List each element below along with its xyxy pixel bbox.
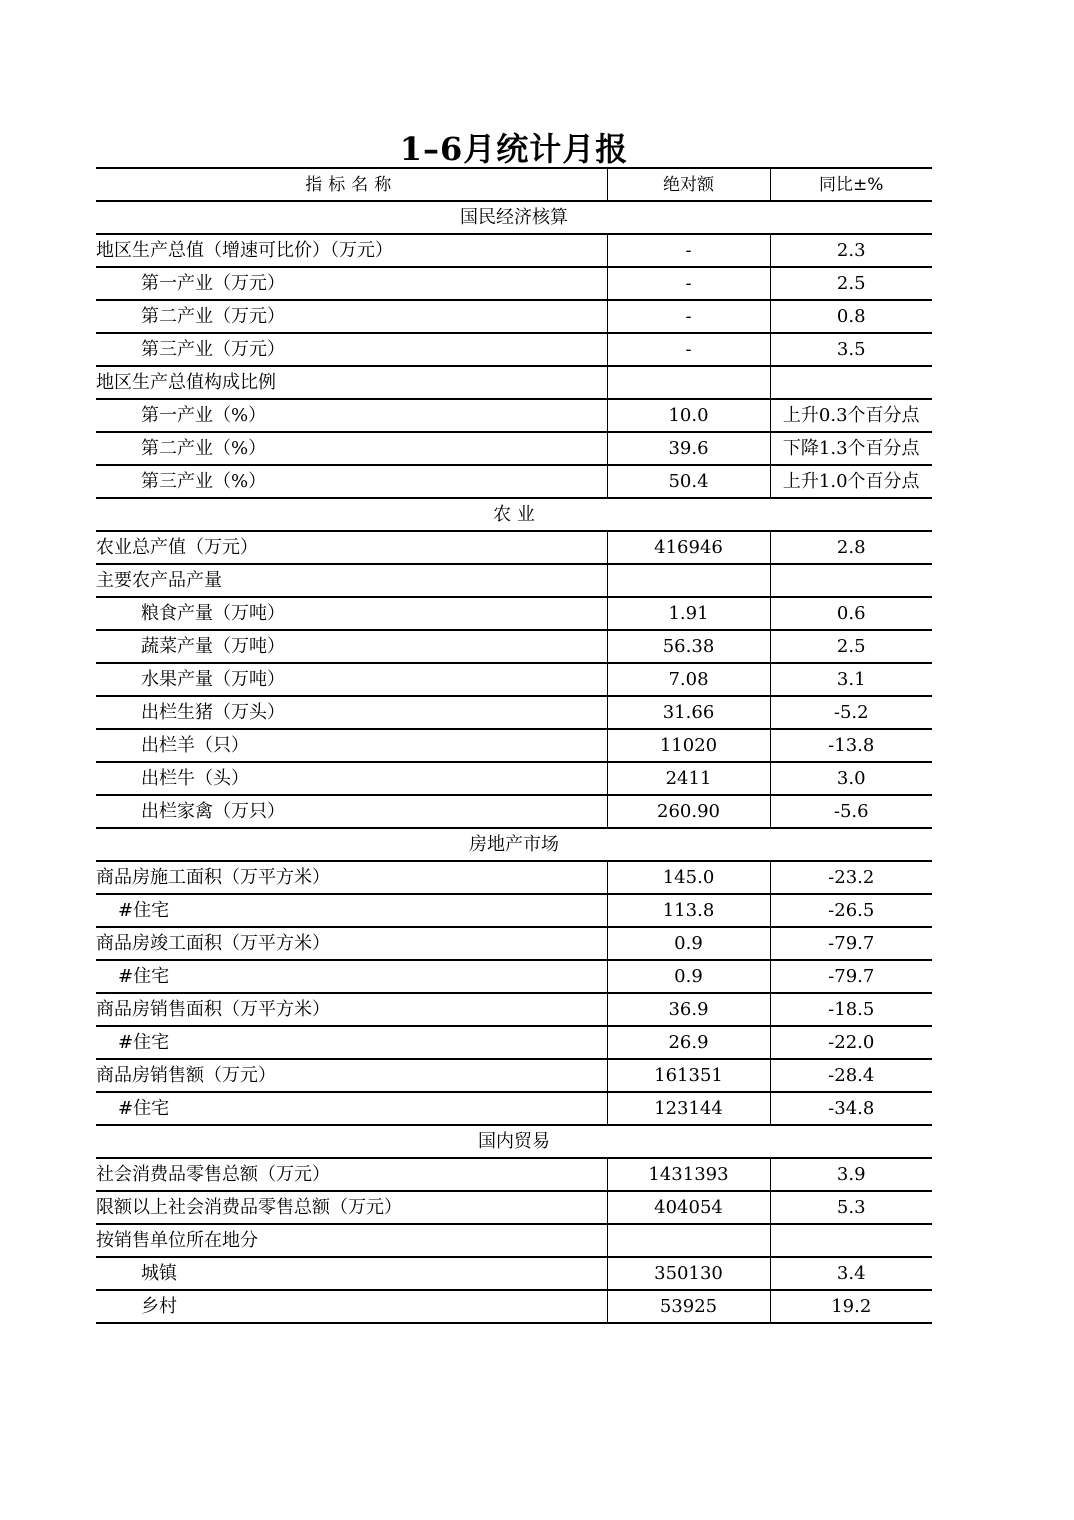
indicator-name-cell: 商品房竣工面积（万平方米）: [96, 927, 607, 960]
indicator-name-cell: 地区生产总值（增速可比价）（万元）: [96, 234, 607, 267]
section-row: [96, 498, 932, 531]
table-row: [96, 234, 932, 267]
indicator-name-cell: 第一产业（万元）: [96, 267, 607, 300]
table-header-row: [96, 168, 932, 201]
indicator-name-cell: 第二产业（%）: [96, 432, 607, 465]
yoy-change-cell: 5.3: [770, 1191, 932, 1224]
yoy-change-cell: -13.8: [770, 729, 932, 762]
table-row: [96, 300, 932, 333]
section-row: [96, 201, 932, 234]
table-row: [96, 366, 932, 399]
yoy-change-cell: 3.5: [770, 333, 932, 366]
yoy-change-cell: -34.8: [770, 1092, 932, 1125]
indicator-name-cell: 出栏生猪（万头）: [96, 696, 607, 729]
indicator-name-cell: 地区生产总值构成比例: [96, 366, 607, 399]
absolute-value-cell: 26.9: [607, 1026, 770, 1059]
absolute-value-cell: 7.08: [607, 663, 770, 696]
indicator-name-cell: 第三产业（%）: [96, 465, 607, 498]
indicator-name-cell: 按销售单位所在地分: [96, 1224, 607, 1257]
table-row: [96, 399, 932, 432]
indicator-name-cell: #住宅: [96, 1092, 607, 1125]
yoy-change-cell: [770, 366, 932, 399]
absolute-value-cell: 39.6: [607, 432, 770, 465]
table-row: [96, 597, 932, 630]
header-indicator-name: 指标名称: [96, 168, 607, 201]
table-row: [96, 1191, 932, 1224]
indicator-name-cell: 商品房施工面积（万平方米）: [96, 861, 607, 894]
absolute-value-cell: 56.38: [607, 630, 770, 663]
table-row: [96, 1290, 932, 1323]
table-row: [96, 1092, 932, 1125]
indicator-name-cell: 主要农产品产量: [96, 564, 607, 597]
table-row: [96, 993, 932, 1026]
absolute-value-cell: -: [607, 267, 770, 300]
absolute-value-cell: [607, 1224, 770, 1257]
absolute-value-cell: -: [607, 333, 770, 366]
indicator-name-cell: 限额以上社会消费品零售总额（万元）: [96, 1191, 607, 1224]
yoy-change-cell: 2.3: [770, 234, 932, 267]
absolute-value-cell: 123144: [607, 1092, 770, 1125]
absolute-value-cell: 31.66: [607, 696, 770, 729]
yoy-change-cell: 上升0.3个百分点: [770, 399, 932, 432]
yoy-change-cell: 19.2: [770, 1290, 932, 1323]
table-row: [96, 663, 932, 696]
header-yoy-change: 同比±%: [770, 168, 932, 201]
table-row: [96, 1026, 932, 1059]
absolute-value-cell: -: [607, 234, 770, 267]
yoy-change-cell: 0.8: [770, 300, 932, 333]
indicator-name-cell: 出栏牛（头）: [96, 762, 607, 795]
yoy-change-cell: 下降1.3个百分点: [770, 432, 932, 465]
yoy-change-cell: 3.1: [770, 663, 932, 696]
absolute-value-cell: 36.9: [607, 993, 770, 1026]
absolute-value-cell: 161351: [607, 1059, 770, 1092]
table-row: [96, 762, 932, 795]
yoy-change-cell: 3.0: [770, 762, 932, 795]
indicator-name-cell: 商品房销售面积（万平方米）: [96, 993, 607, 1026]
yoy-change-cell: 2.5: [770, 267, 932, 300]
absolute-value-cell: 260.90: [607, 795, 770, 828]
absolute-value-cell: 1.91: [607, 597, 770, 630]
indicator-name-cell: 第二产业（万元）: [96, 300, 607, 333]
table-row: [96, 960, 932, 993]
table-row: [96, 927, 932, 960]
absolute-value-cell: [607, 564, 770, 597]
yoy-change-cell: -79.7: [770, 960, 932, 993]
absolute-value-cell: 350130: [607, 1257, 770, 1290]
indicator-name-cell: 粮食产量（万吨）: [96, 597, 607, 630]
absolute-value-cell: 11020: [607, 729, 770, 762]
indicator-name-cell: #住宅: [96, 960, 607, 993]
yoy-change-cell: 3.9: [770, 1158, 932, 1191]
section-row: [96, 828, 932, 861]
yoy-change-cell: -18.5: [770, 993, 932, 1026]
absolute-value-cell: 0.9: [607, 960, 770, 993]
indicator-name-cell: 蔬菜产量（万吨）: [96, 630, 607, 663]
section-row: [96, 1125, 932, 1158]
yoy-change-cell: 2.5: [770, 630, 932, 663]
absolute-value-cell: 404054: [607, 1191, 770, 1224]
yoy-change-cell: 0.6: [770, 597, 932, 630]
table-row: [96, 1224, 932, 1257]
indicator-name-cell: 城镇: [96, 1257, 607, 1290]
indicator-name-cell: 出栏家禽（万只）: [96, 795, 607, 828]
indicator-name-cell: 第一产业（%）: [96, 399, 607, 432]
yoy-change-cell: -5.6: [770, 795, 932, 828]
yoy-change-cell: -28.4: [770, 1059, 932, 1092]
section-title: 国内贸易: [96, 1125, 932, 1158]
absolute-value-cell: 113.8: [607, 894, 770, 927]
section-title: 国民经济核算: [96, 201, 932, 234]
statistics-table: [96, 167, 932, 1324]
table-row: [96, 630, 932, 663]
section-title: 农 业: [96, 498, 932, 531]
absolute-value-cell: 10.0: [607, 399, 770, 432]
table-row: [96, 531, 932, 564]
indicator-name-cell: 农业总产值（万元）: [96, 531, 607, 564]
absolute-value-cell: [607, 366, 770, 399]
yoy-change-cell: -79.7: [770, 927, 932, 960]
yoy-change-cell: [770, 1224, 932, 1257]
indicator-name-cell: #住宅: [96, 894, 607, 927]
table-row: [96, 333, 932, 366]
table-row: [96, 1059, 932, 1092]
report-title: 1–6月统计月报: [399, 130, 629, 168]
yoy-change-cell: 2.8: [770, 531, 932, 564]
header-absolute-value: 绝对额: [607, 168, 770, 201]
table-row: [96, 729, 932, 762]
yoy-change-cell: 上升1.0个百分点: [770, 465, 932, 498]
absolute-value-cell: 2411: [607, 762, 770, 795]
absolute-value-cell: 50.4: [607, 465, 770, 498]
absolute-value-cell: -: [607, 300, 770, 333]
indicator-name-cell: 商品房销售额（万元）: [96, 1059, 607, 1092]
indicator-name-cell: 水果产量（万吨）: [96, 663, 607, 696]
table-row: [96, 432, 932, 465]
yoy-change-cell: [770, 564, 932, 597]
indicator-name-cell: 社会消费品零售总额（万元）: [96, 1158, 607, 1191]
indicator-name-cell: #住宅: [96, 1026, 607, 1059]
table-row: [96, 894, 932, 927]
table-body: [96, 168, 932, 1323]
indicator-name-cell: 第三产业（万元）: [96, 333, 607, 366]
yoy-change-cell: -5.2: [770, 696, 932, 729]
table-row: [96, 267, 932, 300]
table-row: [96, 861, 932, 894]
table-row: [96, 1158, 932, 1191]
indicator-name-cell: 出栏羊（只）: [96, 729, 607, 762]
table-row: [96, 1257, 932, 1290]
absolute-value-cell: 1431393: [607, 1158, 770, 1191]
indicator-name-cell: 乡村: [96, 1290, 607, 1323]
absolute-value-cell: 416946: [607, 531, 770, 564]
absolute-value-cell: 53925: [607, 1290, 770, 1323]
yoy-change-cell: 3.4: [770, 1257, 932, 1290]
absolute-value-cell: 145.0: [607, 861, 770, 894]
yoy-change-cell: -26.5: [770, 894, 932, 927]
table-row: [96, 465, 932, 498]
table-row: [96, 696, 932, 729]
table-row: [96, 795, 932, 828]
absolute-value-cell: 0.9: [607, 927, 770, 960]
table-row: [96, 564, 932, 597]
section-title: 房地产市场: [96, 828, 932, 861]
yoy-change-cell: -23.2: [770, 861, 932, 894]
yoy-change-cell: -22.0: [770, 1026, 932, 1059]
